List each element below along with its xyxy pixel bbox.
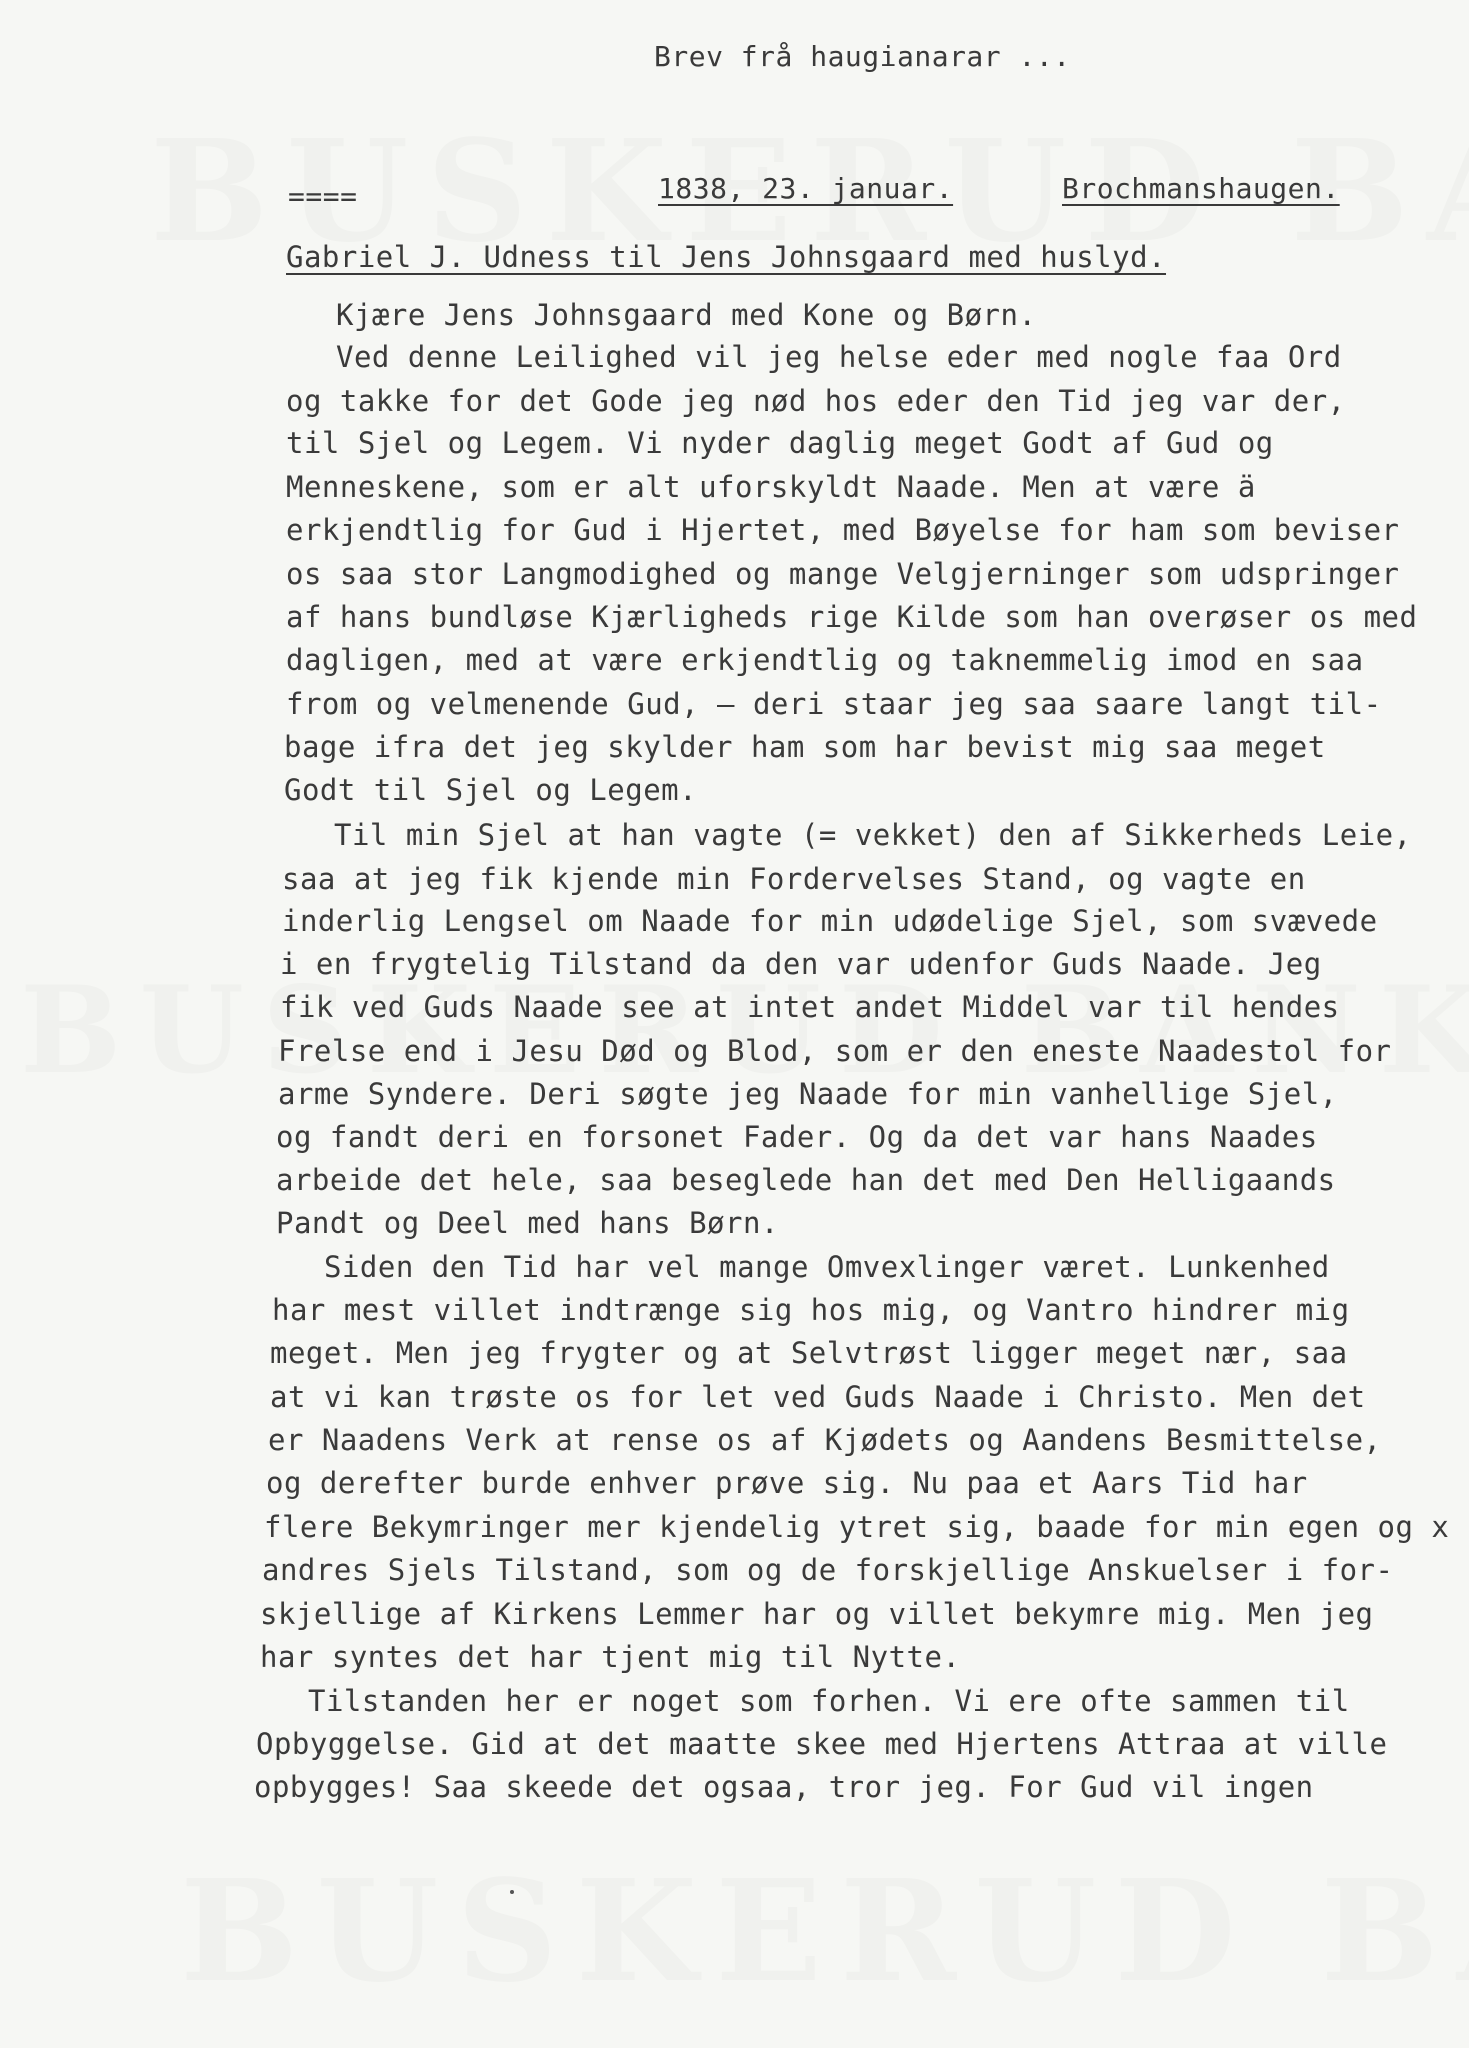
body-line: from og velmenende Gud, — deri staar jeg saa saare langt til- (286, 687, 1382, 721)
letter-place: Brochmanshaugen. (1062, 172, 1340, 205)
body-line: Ved denne Leilighed vil jeg helse eder med nogle faa Ord (336, 340, 1342, 374)
body-line: Pandt og Deel med hans Børn. (276, 1206, 779, 1240)
letter-title: Gabriel J. Udness til Jens Johnsgaard med huslyd. (286, 240, 1167, 274)
body-line: har syntes det har tjent mig til Nytte. (260, 1640, 961, 1674)
body-line: og fandt deri en forsonet Fader. Og da det var hans Naades (276, 1120, 1318, 1154)
body-line: af hans bundløse Kjærligheds rige Kilde som han overøser os med (286, 600, 1418, 634)
body-line: og derefter burde enhver prøve sig. Nu paa et Aars Tid har (266, 1466, 1308, 1500)
body-line: meget. Men jeg frygter og at Selvtrøst ligger meget nær, saa (270, 1336, 1348, 1370)
page-header: Brev frå haugianarar ... (654, 40, 1071, 73)
watermark-bottom (180, 1850, 1380, 2014)
body-line: flere Bekymringer mer kjendelig ytret sig, baade for min egen og x (264, 1510, 1450, 1544)
body-line: andres Sjels Tilstand, som og de forskjellige Anskuelser i for- (262, 1553, 1394, 1587)
body-line: skjellige af Kirkens Lemmer har og villet bekymre mig. Men jeg (260, 1597, 1374, 1631)
body-line: og takke for det Gode jeg nød hos eder den Tid jeg var der, (286, 384, 1346, 418)
stray-ink-dot (510, 1890, 514, 1894)
body-line: opbygges! Saa skeede det ogsaa, tror jeg. For Gud vil ingen (254, 1770, 1314, 1804)
body-line: inderlig Lengsel om Naade for min udødelige Sjel, som svævede (282, 904, 1378, 938)
body-line: til Sjel og Legem. Vi nyder daglig meget Godt af Gud og (286, 426, 1274, 460)
body-line: i en frygtelig Tilstand da den var udenfor Guds Naade. Jeg (280, 947, 1322, 981)
body-line: dagligen, med at være erkjendtlig og taknemmelig imod en saa (286, 643, 1364, 677)
body-line: arbeide det hele, saa beseglede han det med Den Helligaands (276, 1163, 1336, 1197)
body-line: bage ifra det jeg skylder ham som har bevist mig saa meget (284, 730, 1326, 764)
body-line: Opbyggelse. Gid at det maatte skee med Hjertens Attraa at ville (256, 1727, 1388, 1761)
body-line: erkjendtlig for Gud i Hjertet, med Bøyelse for ham som beviser (286, 513, 1400, 547)
body-line: Til min Sjel at han vagte (= vekket) den af Sikkerheds Leie, (334, 818, 1412, 852)
body-line: er Naadens Verk at rense os af Kjødets og Aandens Besmittelse, (268, 1423, 1382, 1457)
body-line: har mest villet indtrænge sig hos mig, og Vantro hindrer mig (272, 1293, 1350, 1327)
body-line: fik ved Guds Naade see at intet andet Middel var til hendes (280, 990, 1340, 1024)
body-line: at vi kan trøste os for let ved Guds Naade i Christo. Men det (270, 1380, 1366, 1414)
body-line: saa at jeg fik kjende min Fordervelses Stand, og vagte en (282, 862, 1306, 896)
body-line: Siden den Tid har vel mange Omvexlinger været. Lunkenhed (324, 1250, 1330, 1284)
letter-date: 1838, 23. januar. (658, 172, 954, 205)
separator-mark: ==== (288, 180, 358, 213)
body-line: Frelse end i Jesu Død og Blod, som er den eneste Naadestol for (278, 1034, 1392, 1068)
body-line: Kjære Jens Johnsgaard med Kone og Børn. (336, 298, 1037, 332)
body-line: arme Syndere. Deri søgte jeg Naade for min vanhellige Sjel, (278, 1077, 1338, 1111)
body-line: os saa stor Langmodighed og mange Velgjerninger som udspringer (286, 557, 1400, 591)
body-line: Tilstanden her er noget som forhen. Vi ere ofte sammen til (308, 1684, 1350, 1718)
body-line: Godt til Sjel og Legem. (284, 773, 698, 807)
body-line: Menneskene, som er alt uforskyldt Naade. Men at være ä (286, 470, 1256, 504)
